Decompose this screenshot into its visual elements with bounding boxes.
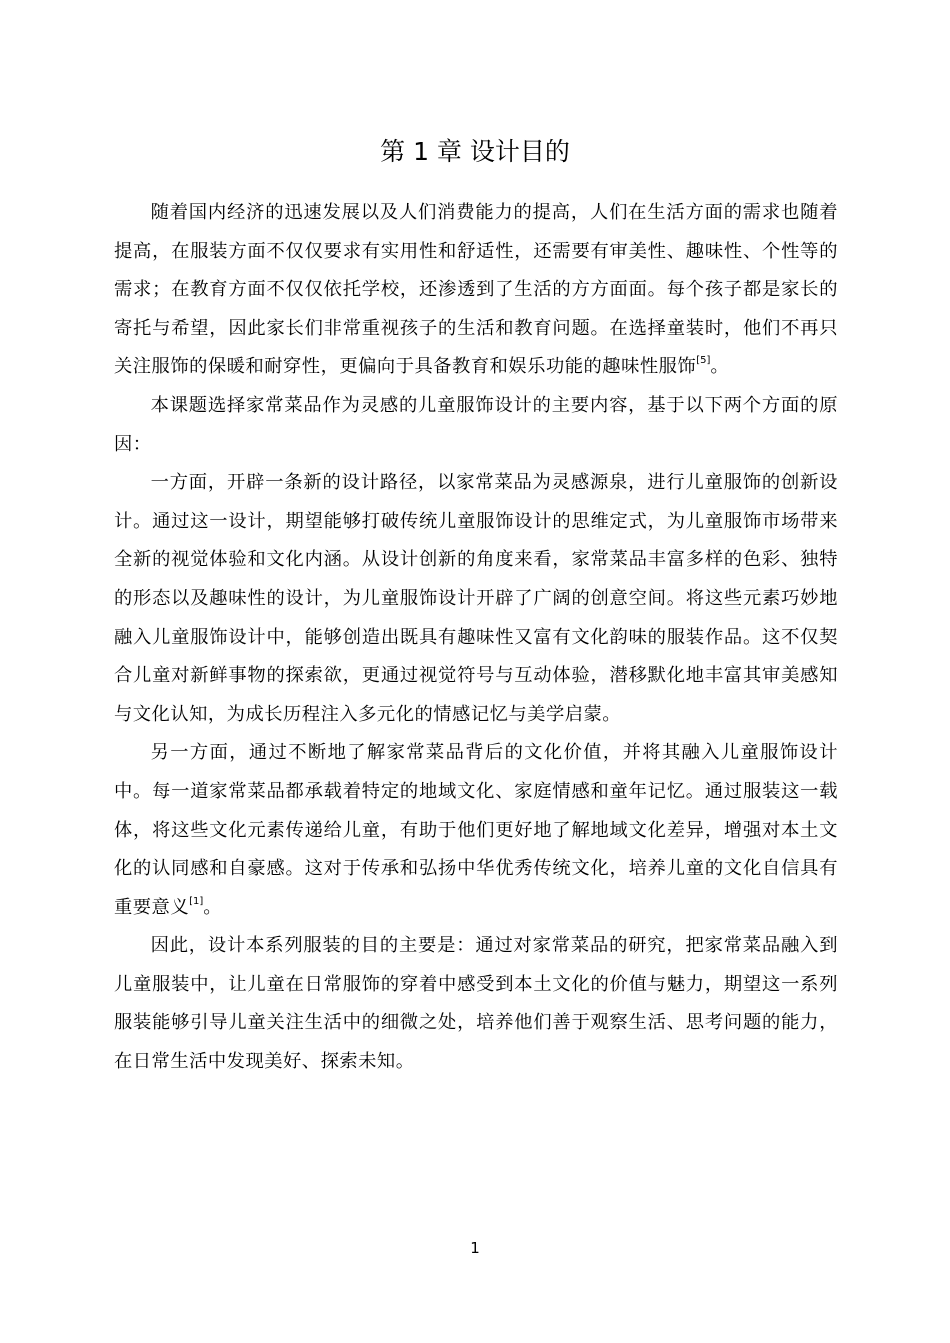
paragraph-text: 因此，设计本系列服装的目的主要是：通过对家常菜品的研究，把家常菜品融入到儿童服装中，让儿童在日常服饰的穿着中感受到本土文化的价值与魅力，期望这一系列服装能够引导儿童关注生活中的细微之处，培养他们善于观察生活、思考问题的能力，在日常生活中发现美好、探索未知。 xyxy=(114,935,838,1073)
paragraph-ending: 。 xyxy=(203,896,223,918)
page-number: 1 xyxy=(470,1239,480,1257)
paragraph-intro xyxy=(114,194,838,387)
paragraph-conclusion xyxy=(114,927,838,1081)
chapter-title: 第 1 章 设计目的 xyxy=(380,137,570,166)
citation-ref: [5] xyxy=(696,355,711,367)
paragraph-cultural-value xyxy=(114,734,838,927)
paragraph-text: 一方面，开辟一条新的设计路径，以家常菜品为灵感源泉，进行儿童服饰的创新设计。通过这一设计，期望能够打破传统儿童服饰设计的思维定式，为儿童服饰市场带来全新的视觉体验和文化内涵。从设计创新的角度来看，家常菜品丰富多样的色彩、独特的形态以及趣味性的设计，为儿童服饰设计开辟了广阔的创意空间。将这些元素巧妙地融入儿童服饰设计中，能够创造出既具有趣味性又富有文化韵味的服装作品。这不仅契合儿童对新鲜事物的探索欲，更通过视觉符号与互动体验，潜移默化地丰富其审美感知与文化认知，为成长历程注入多元化的情感记忆与美学启蒙。 xyxy=(114,472,838,725)
paragraph-reasons xyxy=(114,387,838,464)
body-text xyxy=(114,194,838,1082)
paragraph-text: 随着国内经济的迅速发展以及人们消费能力的提高，人们在生活方面的需求也随着提高，在服装方面不仅仅要求有实用性和舒适性，还需要有审美性、趣味性、个性等的需求；在教育方面不仅仅依托学校，还渗透到了生活的方方面面。每个孩子都是家长的寄托与希望，因此家长们非常重视孩子的生活和教育问题。在选择童装时，他们不再只关注服饰的保暖和耐穿性，更偏向于具备教育和娱乐功能的趣味性服饰 xyxy=(114,202,838,378)
paragraph-text: 另一方面，通过不断地了解家常菜品背后的文化价值，并将其融入儿童服饰设计中。每一道家常菜品都承载着特定的地域文化、家庭情感和童年记忆。通过服装这一载体，将这些文化元素传递给儿童，有助于他们更好地了解地域文化差异，增强对本土文化的认同感和自豪感。这对于传承和弘扬中华优秀传统文化，培养儿童的文化自信具有重要意义 xyxy=(114,742,838,918)
paragraph-text: 本课题选择家常菜品作为灵感的儿童服饰设计的主要内容，基于以下两个方面的原因： xyxy=(114,394,838,455)
paragraph-ending: 。 xyxy=(710,356,730,378)
paragraph-design-innovation xyxy=(114,464,838,734)
citation-ref: [1] xyxy=(189,895,204,907)
